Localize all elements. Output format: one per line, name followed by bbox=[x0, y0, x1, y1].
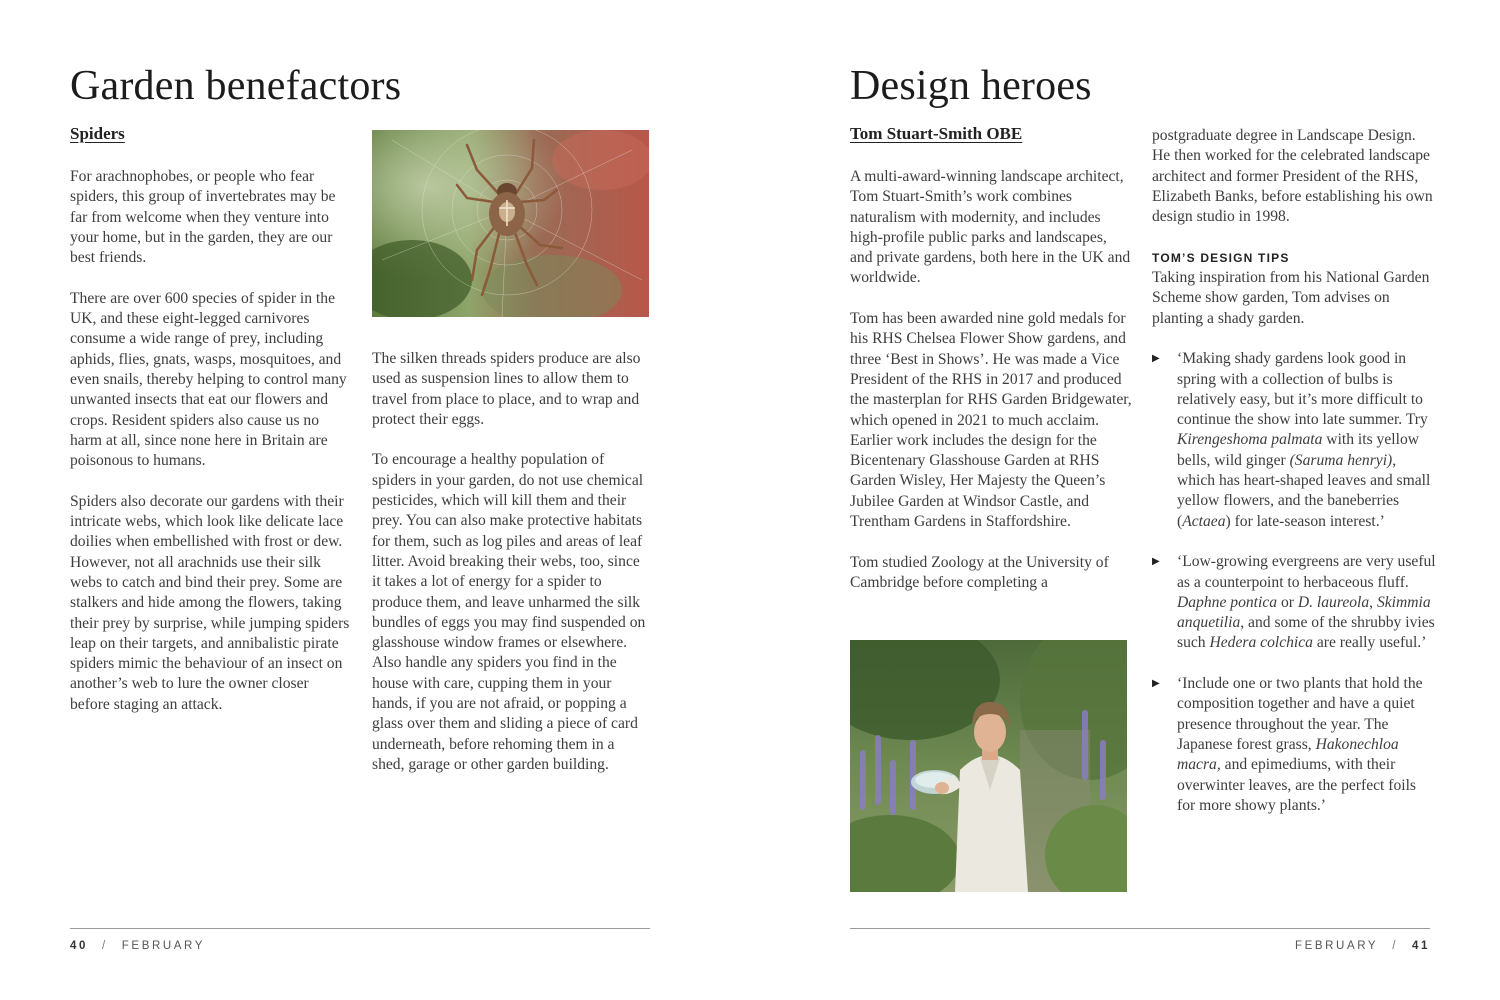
triangle-bullet-icon: ▶ bbox=[1152, 556, 1160, 568]
portrait-illustration bbox=[850, 640, 1127, 892]
right-page bbox=[750, 0, 1500, 1000]
page-folio bbox=[1295, 940, 1430, 952]
paragraph: Tom studied Zoology at the University of Cambridge before completing a bbox=[850, 553, 1109, 591]
text-column-1 bbox=[850, 167, 1133, 593]
section-subheading: Spiders bbox=[70, 124, 125, 143]
footer-rule bbox=[850, 928, 1430, 929]
folio-separator: / bbox=[102, 940, 108, 952]
paragraph: For arachnophobes, or people who fear spiders, this group of invertebrates may be far from welcome when they venture into your home, but in the garden, they are our best friends. bbox=[70, 168, 336, 267]
section-subheading: Tom Stuart-Smith OBE bbox=[850, 124, 1023, 143]
text-column-1 bbox=[70, 167, 352, 715]
page-title: Design heroes bbox=[850, 63, 1092, 109]
spider-illustration bbox=[372, 130, 649, 317]
paragraph: To encourage a healthy population of spiders in your garden, do not use chemical pesticides, which will kill them and their prey. You can also make protective habitats for them, such as log piles and areas of leaf litter. Avoid breaking their webs, too, since it takes a lot of energy for a spider to produce them, and leave unharmed the silk bundles of eggs you may find suspended on glasshouse window frames or elsewhere. Also handle any spiders you find in the house with care, cupping them in your hands, if you are not afraid, or popping a glass over them and sliding a piece of card underneath, before rehoming them in a shed, garage or other garden building. bbox=[372, 451, 646, 773]
text-column-2 bbox=[1152, 126, 1436, 816]
paragraph: Tom has been awarded nine gold medals for his RHS Chelsea Flower Show gardens, and three ‘Best in Shows’. He was made a Vice President of the RHS in 2017 and produced the masterplan for RHS Garden Bridgewater, which opened in 2021 to much acclaim. Earlier work includes the design for the Bicentenary Glasshouse Garden at RHS Garden Wisley, Her Majesty the Queen’s Jubilee Garden at Windsor Castle, and Trentham Gardens in Staffordshire. bbox=[850, 310, 1132, 531]
tip-item: ▶ ‘Making shady gardens look good in spring with a collection of bulbs is relatively easy, but it’s more difficult to continue the show into late summer. Try Kirengeshoma palmata with its yellow bells, wild ginger (Saruma henryi), which has heart-shaped leaves and small yellow flowers, and the baneberries (Actaea) for late-season interest.’ bbox=[1152, 350, 1431, 530]
triangle-bullet-icon: ▶ bbox=[1152, 353, 1160, 365]
paragraph: postgraduate degree in Landscape Design. He then worked for the celebrated landscape architect and former President of the RHS, Elizabeth Banks, before establishing his own design studio in 1998. bbox=[1152, 127, 1433, 226]
section-name: FEBRUARY bbox=[121, 940, 206, 952]
spider-photo bbox=[372, 130, 649, 317]
text-column-2 bbox=[372, 349, 650, 775]
paragraph: The silken threads spiders produce are also used as suspension lines to allow them to travel from place to place, and to wrap and protect their eggs. bbox=[372, 350, 641, 428]
section-name: FEBRUARY bbox=[1294, 940, 1379, 952]
portrait-photo bbox=[850, 640, 1127, 892]
tips-heading: TOM’S DESIGN TIPS bbox=[1152, 250, 1290, 265]
page-number: 40 bbox=[70, 940, 88, 952]
triangle-bullet-icon: ▶ bbox=[1152, 678, 1160, 690]
tip-item: ▶ ‘Include one or two plants that hold the composition together and have a quiet presence throughout the year. The Japanese forest grass, Hakonechloa macra, and epimediums, with their overwinter leaves, are the perfect foils for more showy plants.’ bbox=[1152, 675, 1423, 814]
page-title: Garden benefactors bbox=[70, 63, 402, 109]
folio-separator: / bbox=[1392, 940, 1398, 952]
paragraph: There are over 600 species of spider in the UK, and these eight-legged carnivores consume a wide range of prey, including aphids, flies, gnats, wasps, mosquitoes, and even snails, thereby helping to control many unwanted insects that eat our flowers and crops. Resident spiders also cause us no harm at all, since none here in Britain are poisonous to humans. bbox=[70, 289, 347, 470]
page-folio bbox=[70, 940, 205, 952]
page-number: 41 bbox=[1412, 940, 1430, 952]
tips-intro: Taking inspiration from his National Garden Scheme show garden, Tom advises on planting a shady garden. bbox=[1152, 269, 1430, 327]
paragraph: Spiders also decorate our gardens with their intricate webs, which look like delicate lace doilies when embellished with frost or dew. However, not all arachnids use their silk webs to catch and bind their prey. Some are stalkers and hide among the flowers, taking their prey by surprise, while jumping spiders leap on their targets, and annibalistic pirate spiders mimic the behaviour of an insect on another’s web to lure the owner closer before staging an attack. bbox=[70, 492, 350, 713]
paragraph: A multi-award-winning landscape architect, Tom Stuart-Smith’s work combines naturalism with modernity, and includes high-profile public parks and landscapes, and private gardens, both here in the UK and worldwide. bbox=[850, 168, 1131, 287]
footer-rule bbox=[70, 928, 650, 929]
tip-item: ▶ ‘Low-growing evergreens are very useful as a counterpoint to herbaceous fluff. Daphne pontica or D. laureola, Skimmia anquetilia, and some of the shrubby ivies such Hedera colchica are really useful.’ bbox=[1152, 553, 1436, 652]
